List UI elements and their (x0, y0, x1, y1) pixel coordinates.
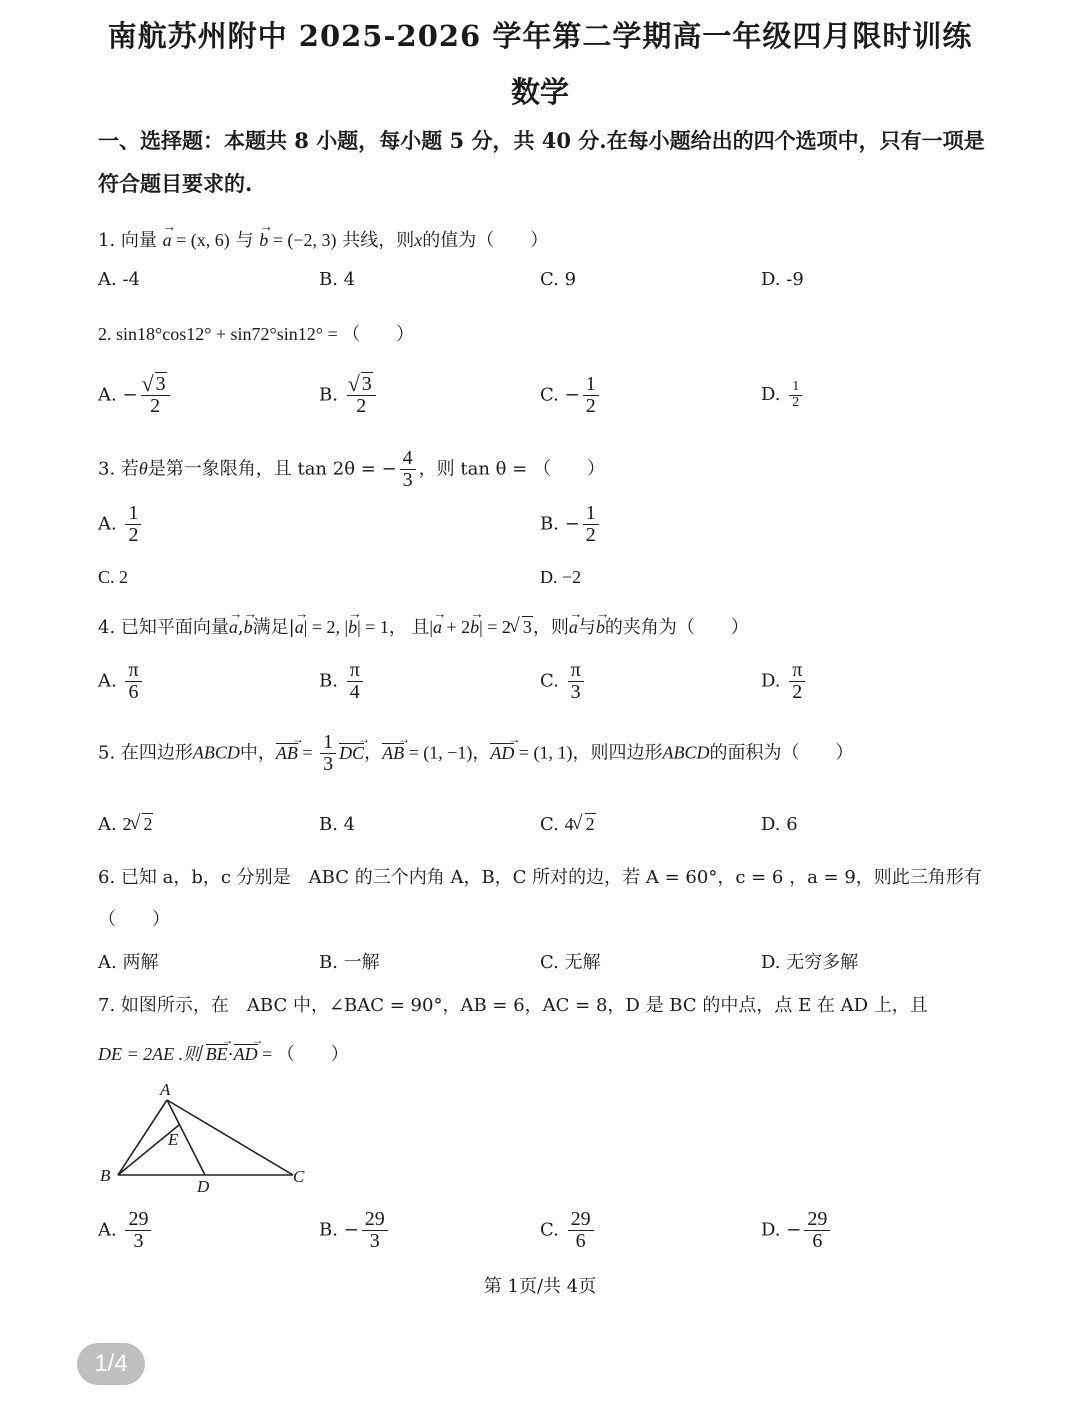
q3-option-b: B. − $\frac{1}{2}$ (540, 503, 602, 546)
question-6-cont: （ ） (98, 909, 170, 930)
label-c: C (293, 1167, 305, 1186)
question-4: 4. 已知平面向量→ a,→ b满足|→ a| = 2, |→ b| = 1， 且|→ a + 2→ b| = 2√ 3，则→ a与→ b的夹角为（ ） (98, 613, 749, 639)
q2-option-d: D. $\frac{1}{2}$ (761, 380, 805, 410)
q7-option-d: D. − $\frac{29}{6}$ (761, 1209, 833, 1252)
q4-option-c: C. $\frac{\pi}{3}$ (540, 660, 587, 703)
q2-option-c: C. − $\frac{1}{2}$ (540, 374, 602, 417)
q7-option-a: A. $\frac{29}{3}$ (98, 1209, 154, 1252)
q7-option-c: C. $\frac{29}{6}$ (540, 1209, 597, 1252)
q5-option-c: C. 4√ 2 (540, 814, 596, 835)
q4-option-d: D. $\frac{\pi}{2}$ (761, 660, 808, 703)
q2-option-b: B. √ $\frac{3}{2}$ (319, 374, 379, 417)
q4-option-a: A. $\frac{\pi}{6}$ (98, 660, 145, 703)
q6-option-b: B. 一解 (319, 952, 380, 973)
question-2: 2. sin18°cos12° + sin72°sin12° = （ ） (98, 324, 415, 344)
exam-title: 南航苏州附中 2025-2026 学年第二学期高一年级四月限时训练 (107, 19, 973, 53)
q3-option-c: C. 2 (98, 567, 129, 587)
section-heading: 一、选择题：本题共 8 小题，每小题 5 分，共 40 分.在每小题给出的四个选项中，只有一项是 (98, 128, 985, 153)
question-5: 5. 在四边形ABCD中，AB → = $\frac{1}{3}$ DC →，AB → = (1, −1)，AD → = (1, 1)，则四边形ABCD的面积为（ ） (98, 732, 854, 775)
q1-option-b: B. 4 (319, 269, 356, 290)
subject-title: 数学 (510, 75, 569, 109)
q6-option-a: A. 两解 (98, 952, 159, 973)
q5-option-b: B. 4 (319, 814, 356, 835)
triangle-figure (95, 1078, 325, 1198)
label-b: B (100, 1166, 111, 1185)
q1-option-c: C. 9 (540, 269, 577, 290)
question-3: 3. 若θ是第一象限角，且 tan 2θ = − $\frac{4}{3}$ ，则 tan θ = （ ） (98, 447, 606, 491)
q2-option-a: A. − √ $\frac{3}{2}$ (98, 374, 173, 417)
section-heading-cont: 符合题目要求的. (98, 171, 253, 196)
q4-option-b: B. $\frac{\pi}{4}$ (319, 660, 366, 703)
q6-option-c: C. 无解 (540, 952, 601, 973)
label-a: A (160, 1080, 171, 1099)
q5-option-a: A. 2√ 2 (98, 814, 153, 835)
label-d: D (197, 1177, 210, 1196)
q6-option-d: D. 无穷多解 (761, 952, 859, 973)
page-indicator[interactable]: 1/4 (77, 1343, 145, 1385)
segment-ab (118, 1100, 167, 1175)
question-6: 6. 已知 a，b，c 分别是 ABC 的三个内角 A，B，C 所对的边，若 A = 60°，c = 6 ，a = 9，则此三角形有 (98, 867, 982, 888)
question-7-cont: DE = 2AE .则 BE →·AD → = （ ） (98, 1040, 349, 1066)
q1-option-a: A. -4 (98, 269, 140, 290)
q3-option-a: A. $\frac{1}{2}$ (98, 503, 144, 546)
page-footer: 第 1页/共 4页 (483, 1276, 597, 1297)
question-1: 1. 向量 → a = (x, 6) 与 → b = (−2, 3) 共线，则x的值为（ ） (98, 226, 548, 252)
label-e: E (168, 1130, 179, 1149)
q5-option-d: D. 6 (761, 814, 798, 835)
question-7: 7. 如图所示，在 ABC 中，∠BAC = 90°，AB = 6，AC = 8，D 是 BC 的中点，点 E 在 AD 上，且 (98, 995, 928, 1016)
q7-option-b: B. − $\frac{29}{3}$ (319, 1209, 391, 1252)
q1-option-d: D. -9 (761, 269, 804, 290)
q3-option-d: D. −2 (540, 567, 582, 587)
